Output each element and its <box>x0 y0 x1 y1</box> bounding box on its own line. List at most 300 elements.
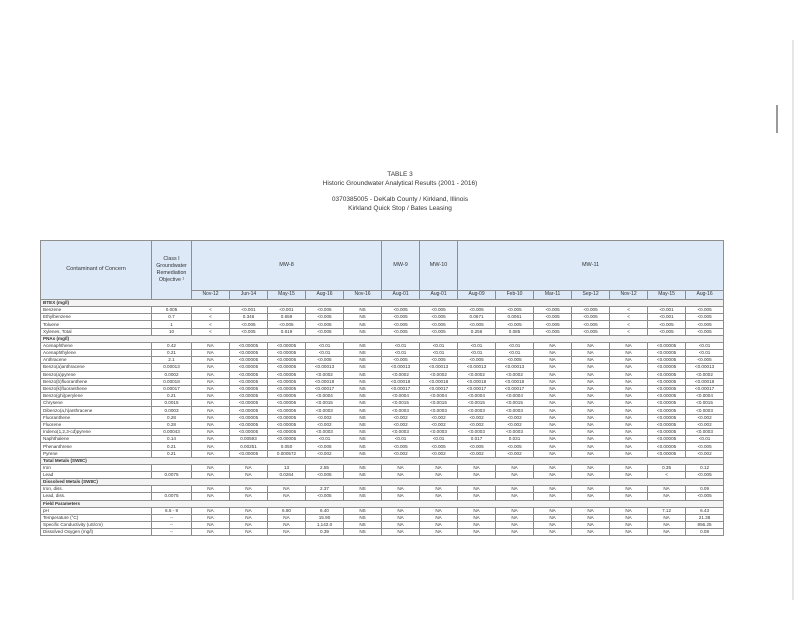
result-cell: NA <box>192 486 230 493</box>
result-cell: NA <box>230 471 268 478</box>
result-cell: NA <box>382 514 420 521</box>
result-cell: NA <box>534 471 572 478</box>
result-cell: <0.002 <box>496 421 534 428</box>
section-title: Total Metals (SW8C) <box>41 457 724 464</box>
result-cell: <0.002 <box>458 450 496 457</box>
result-cell: 6.43 <box>686 507 724 514</box>
result-cell: NA <box>496 493 534 500</box>
result-cell: NA <box>458 464 496 471</box>
result-cell: <0.0002 <box>420 371 458 378</box>
result-cell: <0.0003 <box>496 429 534 436</box>
result-cell: <0.005 <box>648 328 686 335</box>
section-row <box>41 300 724 307</box>
result-cell: NS <box>344 507 382 514</box>
sample-date-header: Nov-16 <box>344 291 382 300</box>
table-row <box>41 321 724 328</box>
result-cell: NA <box>192 357 230 364</box>
result-cell: NA <box>534 493 572 500</box>
result-cell: NA <box>192 364 230 371</box>
result-cell: <0.002 <box>496 450 534 457</box>
result-cell: NA <box>534 407 572 414</box>
result-cell: <0.005 <box>572 314 610 321</box>
result-cell: <0.005 <box>458 443 496 450</box>
result-cell: <0.00018 <box>458 378 496 385</box>
result-cell: NA <box>496 464 534 471</box>
table-row <box>41 357 724 364</box>
result-cell: NA <box>572 429 610 436</box>
result-cell: NA <box>496 507 534 514</box>
result-cell: <0.0002 <box>382 371 420 378</box>
result-cell: <0.005 <box>420 328 458 335</box>
result-cell: <0.0003 <box>420 407 458 414</box>
result-cell: <0.01 <box>382 436 420 443</box>
result-cell: <0.00017 <box>382 385 420 392</box>
result-cell: NA <box>420 529 458 536</box>
result-cell: <0.005 <box>230 321 268 328</box>
site-line: Kirkland Quick Stop / Bates Leasing <box>348 205 452 212</box>
result-cell: NA <box>230 507 268 514</box>
result-cell: <0.00017 <box>420 385 458 392</box>
objective-header-line: Class I <box>163 256 180 262</box>
result-cell: <0.0015 <box>306 400 344 407</box>
result-cell: <0.002 <box>382 450 420 457</box>
result-cell: NA <box>382 471 420 478</box>
objective-value: 0.28 <box>152 421 192 428</box>
result-cell: NA <box>192 414 230 421</box>
result-cell: <0.005 <box>572 328 610 335</box>
table-row <box>41 436 724 443</box>
result-cell: <0.00018 <box>420 378 458 385</box>
result-cell: <0.002 <box>686 414 724 421</box>
result-cell: NA <box>420 471 458 478</box>
table-row <box>41 443 724 450</box>
analyte-name: Benzo(a)pyrene <box>41 371 152 378</box>
result-cell: NS <box>344 400 382 407</box>
result-cell: 7.12 <box>648 507 686 514</box>
analyte-name: Xylenes, Total <box>41 328 152 335</box>
result-cell: NA <box>230 493 268 500</box>
objective-value: 0.00017 <box>152 385 192 392</box>
result-cell: <0.00005 <box>268 407 306 414</box>
objective-value: 0.21 <box>152 393 192 400</box>
objective-value: 0.7 <box>152 314 192 321</box>
table-row <box>41 429 724 436</box>
result-cell: NA <box>610 407 648 414</box>
result-cell: <0.00013 <box>496 364 534 371</box>
result-cell: <0.00005 <box>268 364 306 371</box>
result-cell: NA <box>610 429 648 436</box>
result-cell: <0.01 <box>496 349 534 356</box>
result-cell: <0.002 <box>458 421 496 428</box>
result-cell: NA <box>572 521 610 528</box>
result-cell: 0.00251 <box>230 443 268 450</box>
result-cell: NA <box>610 529 648 536</box>
result-cell: 0.00593 <box>230 436 268 443</box>
result-cell: NA <box>534 507 572 514</box>
result-cell: NA <box>268 486 306 493</box>
result-cell: <0.005 <box>306 321 344 328</box>
objective-value: 0.00018 <box>152 378 192 385</box>
result-cell: <0.00005 <box>230 400 268 407</box>
objective-value: -- <box>152 529 192 536</box>
result-cell: <0.01 <box>306 436 344 443</box>
objective-value: 0.21 <box>152 349 192 356</box>
result-cell: <0.005 <box>420 357 458 364</box>
result-cell: NS <box>344 321 382 328</box>
result-cell: <0.005 <box>306 328 344 335</box>
result-cell: NA <box>192 507 230 514</box>
result-cell: <0.00017 <box>306 385 344 392</box>
result-cell: NA <box>610 349 648 356</box>
result-cell: NA <box>496 529 534 536</box>
result-cell: <0.0004 <box>420 393 458 400</box>
result-cell: < <box>192 307 230 314</box>
result-cell: NA <box>610 364 648 371</box>
objective-value: 0.0075 <box>152 471 192 478</box>
result-cell: < <box>648 471 686 478</box>
result-cell: <0.002 <box>420 421 458 428</box>
result-cell: NS <box>344 349 382 356</box>
result-cell: < <box>610 307 648 314</box>
objective-value: 6.5 - 9 <box>152 507 192 514</box>
result-cell: <0.0015 <box>420 400 458 407</box>
result-cell: NA <box>572 421 610 428</box>
result-cell: NA <box>192 443 230 450</box>
result-cell: NA <box>572 464 610 471</box>
result-cell: <0.01 <box>458 342 496 349</box>
result-cell: 0.35 <box>648 464 686 471</box>
analyte-name: Naphthalene <box>41 436 152 443</box>
result-cell: <0.002 <box>382 414 420 421</box>
result-cell: NS <box>344 493 382 500</box>
result-cell: <0.01 <box>496 342 534 349</box>
sample-date-header: Aug-16 <box>686 291 724 300</box>
result-cell: <0.005 <box>420 307 458 314</box>
objective-value <box>152 486 192 493</box>
result-cell: <0.005 <box>420 321 458 328</box>
analyte-name: Benzo(ghi)perylene <box>41 393 152 400</box>
analyte-name: Benzo(a)anthracene <box>41 364 152 371</box>
result-cell: <0.005 <box>306 314 344 321</box>
result-cell: NA <box>610 414 648 421</box>
result-cell: NA <box>572 414 610 421</box>
result-cell: <0.0003 <box>686 429 724 436</box>
objective-value: 0.42 <box>152 342 192 349</box>
result-cell: <0.0015 <box>686 400 724 407</box>
result-cell: 6.40 <box>306 507 344 514</box>
result-cell: <0.00005 <box>648 436 686 443</box>
result-cell: NS <box>344 307 382 314</box>
table-row <box>41 307 724 314</box>
result-cell: 0.256 <box>458 328 496 335</box>
result-cell: <0.0003 <box>306 429 344 436</box>
result-cell: NA <box>572 443 610 450</box>
result-cell: NA <box>610 450 648 457</box>
result-cell: 0.050 <box>268 443 306 450</box>
result-cell: NA <box>496 521 534 528</box>
sample-date-header: Jun-14 <box>230 291 268 300</box>
result-cell: 0.39 <box>306 529 344 536</box>
result-cell: <0.005 <box>306 493 344 500</box>
result-cell: 0.619 <box>268 328 306 335</box>
result-cell: NA <box>192 349 230 356</box>
table-row <box>41 400 724 407</box>
result-cell: NA <box>610 436 648 443</box>
result-cell: NA <box>534 349 572 356</box>
result-cell: NS <box>344 314 382 321</box>
result-cell: 2.55 <box>306 464 344 471</box>
result-cell: <0.00005 <box>268 421 306 428</box>
result-cell: <0.0015 <box>382 400 420 407</box>
result-cell: NA <box>192 421 230 428</box>
result-cell: NA <box>496 471 534 478</box>
result-cell: NA <box>610 443 648 450</box>
result-cell: <0.00013 <box>686 364 724 371</box>
sample-date-header: Sep-12 <box>572 291 610 300</box>
table-row <box>41 342 724 349</box>
result-cell: <0.0003 <box>496 407 534 414</box>
result-cell: <0.00005 <box>648 429 686 436</box>
objective-value: 2.1 <box>152 357 192 364</box>
result-cell: NA <box>572 529 610 536</box>
result-cell: <0.00005 <box>648 385 686 392</box>
analyte-name: Fluoranthene <box>41 414 152 421</box>
result-cell: NS <box>344 429 382 436</box>
result-cell: <0.00005 <box>230 393 268 400</box>
result-cell: NA <box>610 371 648 378</box>
results-table <box>40 240 724 536</box>
result-cell: NA <box>192 529 230 536</box>
result-cell: <0.00005 <box>230 349 268 356</box>
result-cell: <0.005 <box>420 443 458 450</box>
analyte-name: Ethylbenzene <box>41 314 152 321</box>
objective-value: 0.00013 <box>152 364 192 371</box>
result-cell: NS <box>344 450 382 457</box>
objective-value: 0.28 <box>152 414 192 421</box>
result-cell: NA <box>382 493 420 500</box>
result-cell: NA <box>496 514 534 521</box>
result-cell: NS <box>344 371 382 378</box>
analyte-name: Temperature (°C) <box>41 514 152 521</box>
objective-value: 10 <box>152 328 192 335</box>
result-cell: <0.00018 <box>306 378 344 385</box>
result-cell: NA <box>192 400 230 407</box>
objective-value: 0.00043 <box>152 429 192 436</box>
page-edge <box>792 40 794 600</box>
result-cell: NA <box>572 514 610 521</box>
result-cell: NA <box>458 529 496 536</box>
result-cell: NS <box>344 364 382 371</box>
result-cell: <0.00005 <box>268 378 306 385</box>
analyte-name: Pyrene <box>41 450 152 457</box>
objective-value: 0.21 <box>152 450 192 457</box>
result-cell: <0.00005 <box>648 443 686 450</box>
result-cell: NA <box>534 443 572 450</box>
result-cell: <0.00005 <box>648 450 686 457</box>
result-cell: NA <box>230 529 268 536</box>
result-cell: <0.0004 <box>458 393 496 400</box>
result-cell: <0.00005 <box>230 450 268 457</box>
project-line: 0370385005 - DeKalb County / Kirkland, Illinois <box>331 196 469 203</box>
objective-header-line: Remediation <box>156 270 187 276</box>
result-cell: <0.0004 <box>496 393 534 400</box>
result-cell: NS <box>344 529 382 536</box>
result-cell: NA <box>458 507 496 514</box>
result-cell: NA <box>192 464 230 471</box>
table-row <box>41 450 724 457</box>
result-cell: NA <box>534 450 572 457</box>
objective-value: 1 <box>152 321 192 328</box>
result-cell: NA <box>572 393 610 400</box>
well-mw8-header: MW-8 <box>192 241 382 291</box>
result-cell: NS <box>344 357 382 364</box>
result-cell: NA <box>572 493 610 500</box>
result-cell: NA <box>534 342 572 349</box>
result-cell: NA <box>572 400 610 407</box>
table-row <box>41 421 724 428</box>
result-cell: NA <box>192 342 230 349</box>
result-cell: NA <box>382 521 420 528</box>
sample-date-header: Nov-12 <box>610 291 648 300</box>
analyte-name: Acenaphthylene <box>41 349 152 356</box>
result-cell: NA <box>610 507 648 514</box>
analyte-name: Benzene <box>41 307 152 314</box>
objective-value: 0.0075 <box>152 493 192 500</box>
result-cell: <0.005 <box>458 357 496 364</box>
result-cell: NS <box>344 486 382 493</box>
sample-date-header: Aug-09 <box>458 291 496 300</box>
objective-value: 0.0015 <box>152 400 192 407</box>
result-cell: NA <box>534 385 572 392</box>
analyte-name: Phenanthrene <box>41 443 152 450</box>
table-row <box>41 521 724 528</box>
analyte-name: Toluene <box>41 321 152 328</box>
result-cell: NA <box>458 486 496 493</box>
result-cell: NA <box>192 385 230 392</box>
result-cell: <0.005 <box>686 307 724 314</box>
result-cell: <0.0004 <box>686 393 724 400</box>
result-cell: <0.0003 <box>382 407 420 414</box>
section-title: Field Parameters <box>41 500 724 507</box>
document-header <box>0 170 800 213</box>
result-cell: <0.005 <box>686 493 724 500</box>
result-cell: <0.005 <box>458 307 496 314</box>
analyte-name: Acenaphthene <box>41 342 152 349</box>
result-cell: NA <box>192 393 230 400</box>
result-cell: NA <box>192 471 230 478</box>
analyte-name: pH <box>41 507 152 514</box>
result-cell: NA <box>268 493 306 500</box>
analyte-name: Lead, diss. <box>41 493 152 500</box>
result-cell: NS <box>344 393 382 400</box>
result-cell: NA <box>610 464 648 471</box>
result-cell: NS <box>344 414 382 421</box>
result-cell: NA <box>572 385 610 392</box>
result-cell: NA <box>534 486 572 493</box>
result-cell: NA <box>572 364 610 371</box>
sample-date-header: Aug-01 <box>382 291 420 300</box>
result-cell: <0.0002 <box>458 371 496 378</box>
result-cell: NS <box>344 407 382 414</box>
result-cell: NA <box>192 407 230 414</box>
sample-date-header: Feb-10 <box>496 291 534 300</box>
result-cell: <0.00005 <box>230 364 268 371</box>
result-cell: <0.0003 <box>306 407 344 414</box>
result-cell: <0.00005 <box>230 371 268 378</box>
result-cell: NA <box>230 464 268 471</box>
analyte-name: Benzo(b)fluoranthene <box>41 378 152 385</box>
result-cell: NA <box>382 464 420 471</box>
result-cell: <0.005 <box>572 307 610 314</box>
result-cell: <0.00013 <box>306 364 344 371</box>
result-cell: NA <box>648 486 686 493</box>
result-cell: <0.00018 <box>686 378 724 385</box>
result-cell: <0.01 <box>306 349 344 356</box>
table-row <box>41 385 724 392</box>
table-row <box>41 314 724 321</box>
result-cell: < <box>610 314 648 321</box>
result-cell: <0.00005 <box>268 414 306 421</box>
result-cell: <0.005 <box>686 443 724 450</box>
result-cell: <0.01 <box>420 349 458 356</box>
result-cell: <0.00005 <box>648 421 686 428</box>
contaminant-header: Contaminant of Concern <box>41 241 152 300</box>
table-row <box>41 414 724 421</box>
result-cell: <0.002 <box>686 450 724 457</box>
result-cell: NA <box>382 486 420 493</box>
result-cell: 0.09 <box>686 486 724 493</box>
result-cell: 0.0671 <box>458 314 496 321</box>
table-row <box>41 514 724 521</box>
analyte-name: Iron, diss. <box>41 486 152 493</box>
analyte-name: Indeno(1,2,3-cd)pyrene <box>41 429 152 436</box>
result-cell: NA <box>610 514 648 521</box>
result-cell: < <box>192 314 230 321</box>
result-cell: <0.0004 <box>382 393 420 400</box>
result-cell: <0.01 <box>420 342 458 349</box>
result-cell: <0.002 <box>306 450 344 457</box>
result-cell: NA <box>192 371 230 378</box>
result-cell: NA <box>458 471 496 478</box>
result-cell: NA <box>572 507 610 514</box>
result-cell: <0.00005 <box>230 407 268 414</box>
result-cell: <0.00005 <box>230 342 268 349</box>
table-row <box>41 393 724 400</box>
objective-value: 0.0003 <box>152 407 192 414</box>
result-cell: <0.002 <box>420 414 458 421</box>
result-cell: NA <box>610 357 648 364</box>
result-cell: NA <box>610 421 648 428</box>
table-row <box>41 349 724 356</box>
result-cell: NA <box>382 507 420 514</box>
result-cell: NA <box>610 493 648 500</box>
result-cell: <0.01 <box>686 436 724 443</box>
result-cell: <0.00005 <box>648 393 686 400</box>
result-cell: <0.005 <box>420 314 458 321</box>
result-cell: <0.005 <box>496 443 534 450</box>
result-cell: NA <box>534 521 572 528</box>
result-cell: <0.005 <box>382 321 420 328</box>
table-row <box>41 364 724 371</box>
result-cell: <0.00005 <box>648 407 686 414</box>
result-cell: <0.005 <box>458 321 496 328</box>
result-cell: NS <box>344 378 382 385</box>
result-cell: NA <box>192 436 230 443</box>
result-cell: NS <box>344 464 382 471</box>
result-cell: NA <box>230 521 268 528</box>
table-row <box>41 471 724 478</box>
table-row <box>41 407 724 414</box>
